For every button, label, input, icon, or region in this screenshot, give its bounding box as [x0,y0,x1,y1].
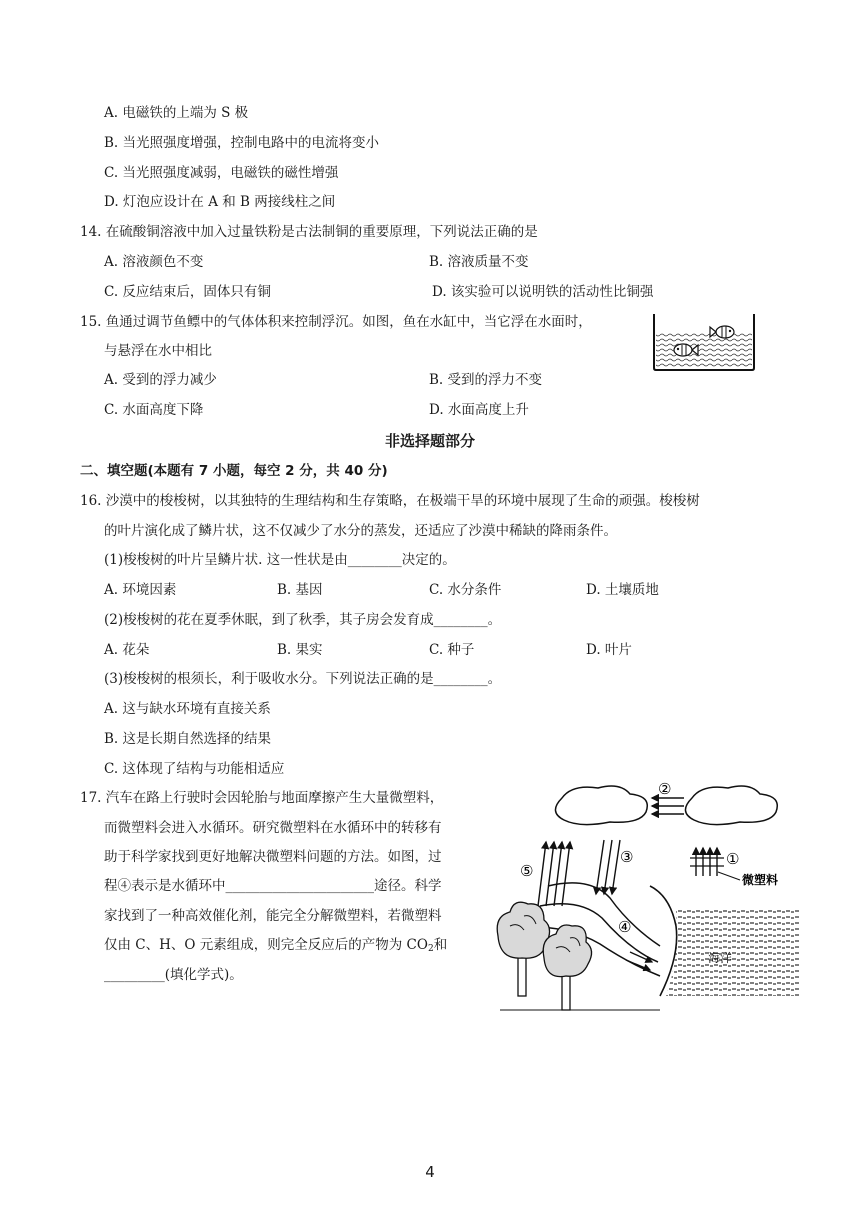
label-1: ① [726,850,740,868]
q16-intro-line2: 的叶片演化成了鳞片状，这不仅减少了水分的蒸发，还适应了沙漠中稀缺的降雨条件。 [104,523,617,539]
q14-option-a: A. 溶液颜色不变 [104,254,204,270]
label-microplastic: 微塑料 [742,873,779,887]
label-sea: 海洋 [708,951,733,965]
q16-sub3-option-a: A. 这与缺水环境有直接关系 [104,701,271,717]
q16-sub1-option-d: D. 土壤质地 [586,582,659,598]
cloud-left [555,786,647,825]
q16-sub2-option-b: B. 果实 [277,642,323,658]
page-number: 4 [425,1163,435,1181]
q15-option-a: A. 受到的浮力减少 [104,372,217,388]
section2-header: 二、填空题(本题有 7 小题，每空 2 分，共 40 分) [80,463,388,479]
q16-sub2-option-d: D. 叶片 [586,642,632,658]
q16-sub2-option-c: C. 种子 [429,642,475,658]
q16-sub1: (1)梭梭树的叶片呈鳞片状. 这一性状是由________决定的。 [104,552,456,568]
q17-line4: 程④表示是水循环中______________________途径。科学 [104,878,442,894]
q16-sub3: (3)梭梭树的根须长，利于吸收水分。下列说法正确的是________。 [104,671,502,687]
q14-option-b: B. 溶液质量不变 [429,254,529,270]
tree-icon-right [543,925,591,1010]
water-cycle-diagram [480,776,810,1026]
q13-option-a: A. 电磁铁的上端为 S 极 [104,105,249,121]
q17-line1: 17. 汽车在路上行驶时会因轮胎与地面摩擦产生大量微塑料， [80,790,444,806]
label-2: ② [658,780,672,798]
label-5: ⑤ [520,862,534,880]
q14-stem: 14. 在硫酸铜溶液中加入过量铁粉是古法制铜的重要原理，下列说法正确的是 [80,224,538,240]
q17-line3: 助于科学家找到更好地解决微塑料问题的方法。如图，过 [104,849,442,865]
q16-sub1-option-a: A. 环境因素 [104,582,177,598]
q16-intro-line1: 16. 沙漠中的梭梭树，以其独特的生理结构和生存策略，在极端干旱的环境中展现了生命的顽强。梭梭树 [80,493,700,509]
q15-option-d: D. 水面高度上升 [429,402,529,418]
tree-icon-left [497,902,549,996]
q16-sub1-option-c: C. 水分条件 [429,582,502,598]
label-3: ③ [620,848,634,866]
sea-area [666,910,800,996]
section-title: 非选择题部分 [384,432,475,450]
q13-option-d: D. 灯泡应设计在 A 和 B 两接线柱之间 [104,194,336,210]
q14-option-c: C. 反应结束后，固体只有铜 [104,284,271,300]
fish-tank-figure [652,312,756,372]
q17-line5: 家找到了一种高效催化剂，能完全分解微塑料，若微塑料 [104,908,442,924]
q13-option-c: C. 当光照强度减弱，电磁铁的磁性增强 [104,165,339,181]
q15-option-b: B. 受到的浮力不变 [429,372,543,388]
q16-sub3-option-b: B. 这是长期自然选择的结果 [104,731,272,747]
q16-sub3-option-c: C. 这体现了结构与功能相适应 [104,761,285,777]
q16-sub2: (2)梭梭树的花在夏季休眠，到了秋季，其子房会发育成________。 [104,612,502,628]
q14-option-d: D. 该实验可以说明铁的活动性比铜强 [432,284,654,300]
q17-line6: 仅由 C、H、O 元素组成，则完全反应后的产物为 $CO_2$和 [104,937,448,954]
q16-sub2-option-a: A. 花朵 [104,642,150,658]
q15-option-c: C. 水面高度下降 [104,402,204,418]
label-4: ④ [618,918,632,936]
q13-option-b: B. 当光照强度增强，控制电路中的电流将变小 [104,135,380,151]
q17-line7: _________(填化学式)。 [104,967,243,983]
cloud-right [685,786,777,825]
q17-line2: 而微塑料会进入水循环。研究微塑料在水循环中的转移有 [104,820,442,836]
q16-sub1-option-b: B. 基因 [277,582,323,598]
q15-stem-line2: 与悬浮在水中相比 [104,343,212,359]
q15-stem-line1: 15. 鱼通过调节鱼鳔中的气体体积来控制浮沉。如图，鱼在水缸中，当它浮在水面时， [80,314,592,330]
